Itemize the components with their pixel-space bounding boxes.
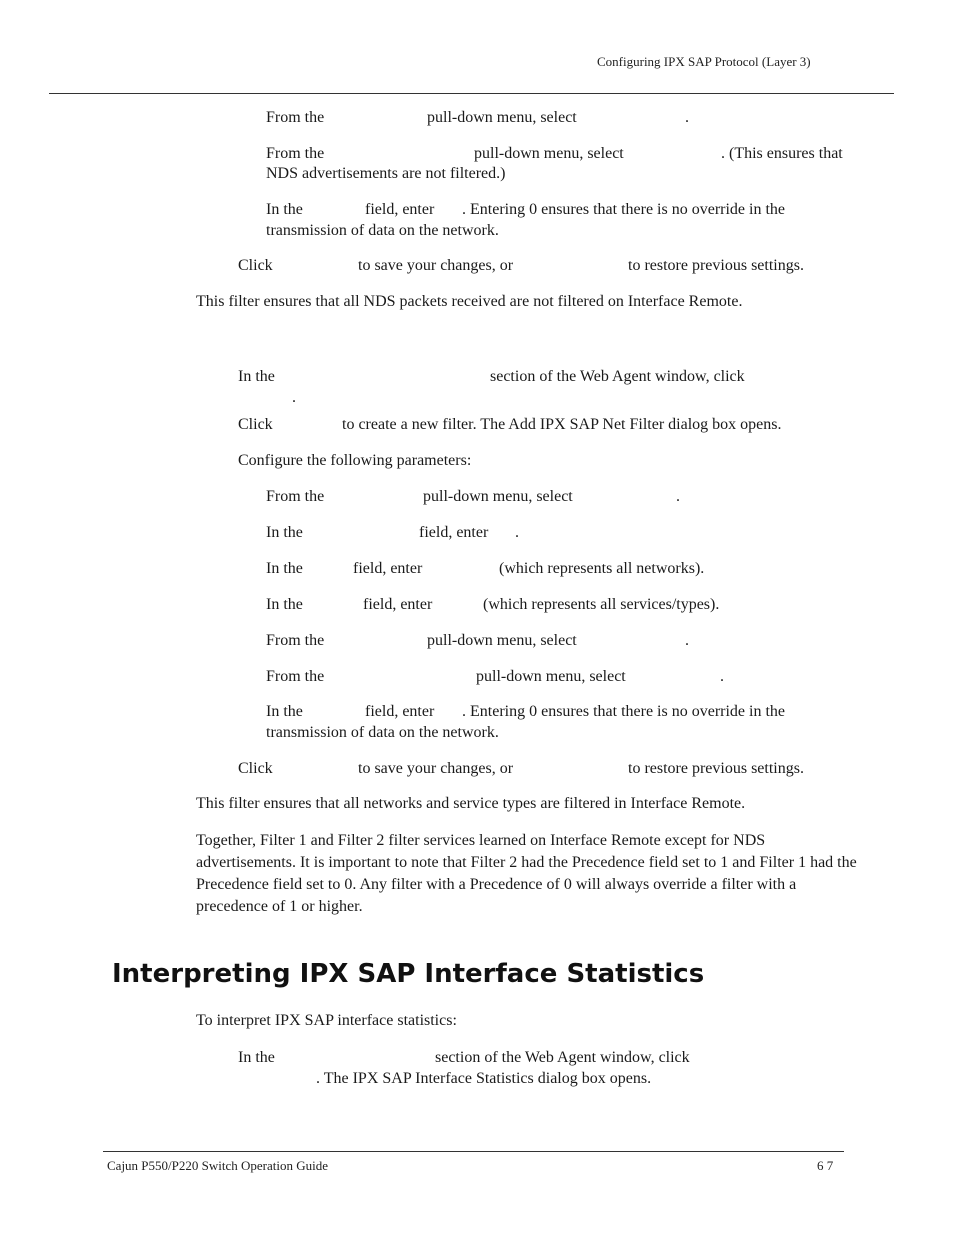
section-step1-middle: section of the Web Agent window, click (435, 1049, 690, 1066)
f2-step2-middle: to create a new filter. The Add IPX SAP Net Filter dialog box opens. (342, 416, 782, 433)
footer-rule (103, 1151, 844, 1152)
click-step-prefix: Click (238, 257, 273, 274)
f2-p3-end: (which represents all networks). (499, 560, 705, 577)
together-paragraph: Together, Filter 1 and Filter 2 filter services learned on Interface Remote except for NDS advertisements. It is important to note that Filter 2 had the Precedence field set to 1 and Filter 1 had the Precedence field set to 0. Any filter with a Precedence of 0 will always override a filter with a precedence of 1 or higher. (196, 832, 857, 915)
f2-p4-middle: field, enter (363, 596, 433, 613)
step-b-end: . (This ensures that (721, 145, 843, 162)
section-step1-prefix: In the (238, 1049, 275, 1066)
click-step-middle: to save your changes, or (358, 257, 514, 274)
f2-p2-end: . (515, 524, 519, 541)
f2-p5-prefix: From the (266, 632, 325, 649)
f2-step1-line2: . (292, 389, 296, 406)
f2-p7-end: . Entering 0 ensures that there is no override in the (462, 703, 786, 720)
step-c-prefix: In the (266, 201, 303, 218)
f2-p2-middle: field, enter (419, 524, 489, 541)
filter2-summary: This filter ensures that all networks and service types are filtered in Interface Remote. (196, 795, 746, 812)
f2-click-end: to restore previous settings. (628, 760, 804, 777)
section-heading: Interpreting IPX SAP Interface Statistics (112, 959, 705, 989)
f2-p6-end: . (720, 668, 724, 685)
step-a-middle: pull-down menu, select (427, 109, 577, 126)
f2-p3-prefix: In the (266, 560, 303, 577)
f2-p6-prefix: From the (266, 668, 325, 685)
f2-p7-prefix: In the (266, 703, 303, 720)
step-b-middle: pull-down menu, select (474, 145, 624, 162)
section-step1-line2: . The IPX SAP Interface Statistics dialog box opens. (316, 1070, 652, 1087)
section-intro: To interpret IPX SAP interface statistics: (196, 1012, 457, 1029)
f2-p4-prefix: In the (266, 596, 303, 613)
step-a-prefix: From the (266, 109, 325, 126)
f2-p1-middle: pull-down menu, select (423, 488, 573, 505)
header-rule (49, 93, 894, 94)
f2-step2-prefix: Click (238, 416, 273, 433)
step-c-middle: field, enter (365, 201, 435, 218)
f2-p6-middle: pull-down menu, select (476, 668, 626, 685)
f2-p4-end: (which represents all services/types). (483, 596, 720, 613)
f2-click-middle: to save your changes, or (358, 760, 514, 777)
f2-p1-end: . (676, 488, 680, 505)
f2-step3: Configure the following parameters: (238, 452, 472, 469)
f2-p7-middle: field, enter (365, 703, 435, 720)
f2-p7-line2: transmission of data on the network. (266, 724, 499, 741)
f2-p5-middle: pull-down menu, select (427, 632, 577, 649)
step-b-line2: NDS advertisements are not filtered.) (266, 165, 506, 182)
step-b-prefix: From the (266, 145, 325, 162)
step-a-end: . (685, 109, 689, 126)
f2-p1-prefix: From the (266, 488, 325, 505)
running-header: Configuring IPX SAP Protocol (Layer 3) (597, 54, 811, 69)
footer-guide-title: Cajun P550/P220 Switch Operation Guide (107, 1158, 328, 1173)
step-c-line2: transmission of data on the network. (266, 222, 499, 239)
step-c-end: . Entering 0 ensures that there is no override in the (462, 201, 786, 218)
f2-p3-middle: field, enter (353, 560, 423, 577)
click-step-end: to restore previous settings. (628, 257, 804, 274)
f2-p5-end: . (685, 632, 689, 649)
filter1-summary: This filter ensures that all NDS packets received are not filtered on Interface Remote. (196, 293, 743, 310)
f2-p2-prefix: In the (266, 524, 303, 541)
f2-step1-middle: section of the Web Agent window, click (490, 368, 745, 385)
f2-click-prefix: Click (238, 760, 273, 777)
f2-step1-prefix: In the (238, 368, 275, 385)
page-number: 6 7 (817, 1158, 834, 1173)
